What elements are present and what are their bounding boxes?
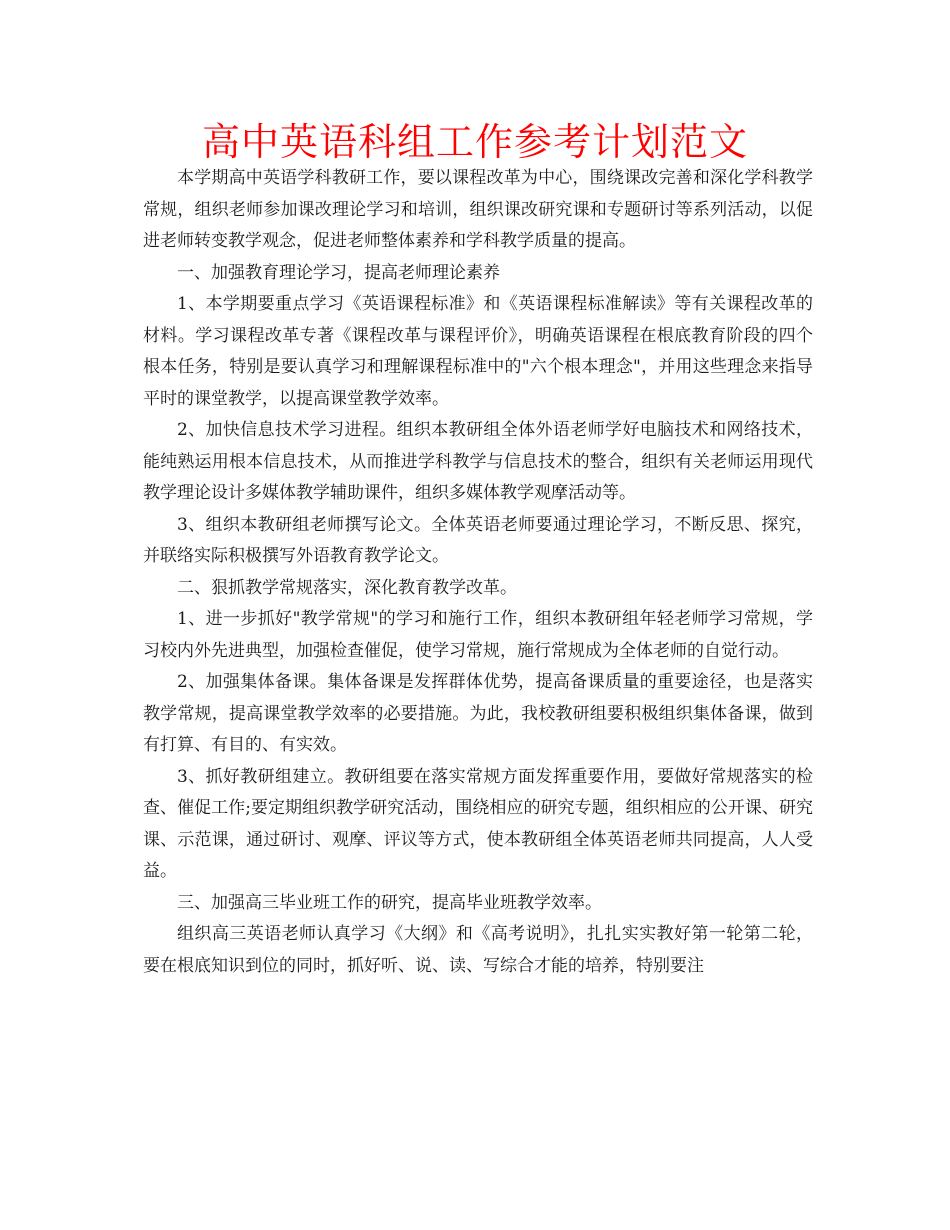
document-body bbox=[143, 163, 813, 982]
paragraph-1-1: 1、本学期要重点学习《英语课程标准》和《英语课程标准解读》等有关课程改革的材料。学习课程改革专著《课程改革与课程评价》，明确英语课程在根底教育阶段的四个根本任务，特别是要认真学习和理解课程标准中的"六个根本理念"，并用这些理念来指导平时的课堂教学，以提高课堂教学效率。 bbox=[143, 294, 813, 409]
section-heading-2: 二、狠抓教学常规落实，深化教育教学改革。 bbox=[177, 577, 517, 598]
paragraph-1-3: 3、组织本教研组老师撰写论文。全体英语老师要通过理论学习，不断反思、探究，并联络实际积极撰写外语教育教学论文。 bbox=[143, 514, 813, 566]
paragraph-2-3: 3、抓好教研组建立。教研组要在落实常规方面发挥重要作用，要做好常规落实的检查、催促工作;要定期组织教学研究活动，围绕相应的研究专题，组织相应的公开课、研究课、示范课，通过研讨、观摩、评议等方式，使本教研组全体英语老师共同提高，人人受益。 bbox=[143, 766, 813, 881]
paragraph-2-1: 1、进一步抓好"教学常规"的学习和施行工作，组织本教研组年轻老师学习常规，学习校内外先进典型，加强检查催促，使学习常规，施行常规成为全体老师的自觉行动。 bbox=[143, 609, 813, 661]
paragraph-2-2: 2、加强集体备课。集体备课是发挥群体优势，提高备课质量的重要途径，也是落实教学常规，提高课堂教学效率的必要措施。为此，我校教研组要积极组织集体备课，做到有打算、有目的、有实效。 bbox=[143, 672, 813, 755]
document-title: 高中英语科组工作参考计划范文 bbox=[201, 120, 748, 164]
section-heading-3: 三、加强高三毕业班工作的研究，提高毕业班教学效率。 bbox=[177, 892, 602, 913]
paragraph-intro: 本学期高中英语学科教研工作，要以课程改革为中心，围绕课改完善和深化学科教学常规，组织老师参加课改理论学习和培训，组织课改研究课和专题研讨等系列活动，以促进老师转变教学观念，促进老师整体素养和学科教学质量的提高。 bbox=[143, 168, 813, 251]
paragraph-1-2: 2、加快信息技术学习进程。组织本教研组全体外语老师学好电脑技术和网络技术，能纯熟运用根本信息技术，从而推进学科教学与信息技术的整合，组织有关老师运用现代教学理论设计多媒体教学辅助课件，组织多媒体教学观摩活动等。 bbox=[143, 420, 813, 503]
paragraph-3-1: 组织高三英语老师认真学习《大纲》和《高考说明》，扎扎实实教好第一轮第二轮，要在根底知识到位的同时，抓好听、说、读、写综合才能的培养，特别要注 bbox=[143, 924, 813, 976]
section-heading-1: 一、加强教育理论学习，提高老师理论素养 bbox=[177, 262, 500, 283]
